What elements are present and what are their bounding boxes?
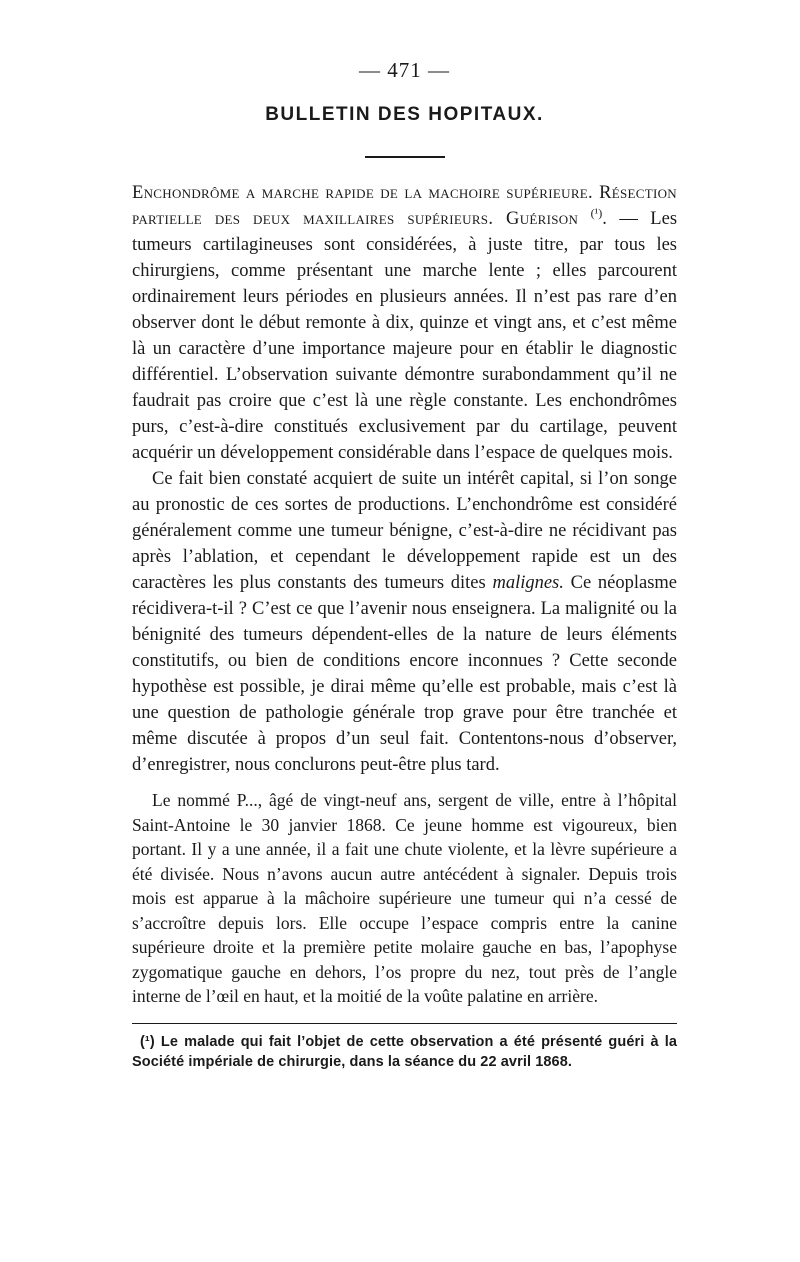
paragraph-2-text-end: Ce néoplasme récidivera-t-il ? C’est ce que l’avenir nous enseignera. La malignité ou la bénignité des tumeurs dépendent-elles de la nature de leurs éléments constitutifs, ou bien de conditions encore inconnues ? Cette seconde hypothèse est possible, je dirai même qu’elle est probable, mais c’est là une question de pathologie générale trop grave pour être tranchée et même discutée à propos d’un seul fait. Contentons-nous d’observer, d’enregistrer, nous conclurons peut-être plus tard. (132, 573, 678, 775)
title-rule (365, 156, 445, 158)
paragraph-1-text: — Les tumeurs cartilagineuses sont considérées, à juste titre, par tous les chirurgiens, comme présentant une marche lente ; elles parcourent ordinairement leurs périodes en plusieurs années. Il n’est pas rare d’en observer dont le début remonte à dix, quinze et vingt ans, et c’est même là un caractère d’une importance majeure pour en établir le diagnostic différentiel. L’observation suivante démontre surabondamment qu’il ne faudrait pas croire que c’est là une règle constante. Les enchondrômes purs, c’est-à-dire constitués exclusivement par du cartilage, peuvent acquérir un développement considérable dans l’espace de quelques mois. (132, 209, 678, 463)
footnote-marker: (¹) (140, 1033, 155, 1050)
footnote-text: Le malade qui fait l’objet de cette observation a été présenté guéri à la Société impériale de chirurgie, dans la séance du 22 avril 1868. (132, 1033, 677, 1070)
article-heading: Enchondrôme a marche rapide de la machoire supérieure. Résection partielle des deux maxillaires supérieurs. Guérison (132, 183, 677, 229)
article-body (132, 180, 677, 1009)
paragraph-2-italic: malignes. (492, 573, 564, 593)
book-page (132, 50, 677, 1072)
footnote-reference[interactable]: (¹) (590, 205, 603, 220)
article-paragraph-2 (132, 466, 677, 778)
article-paragraph-1 (132, 180, 677, 466)
article-paragraph-3: Le nommé P..., âgé de vingt-neuf ans, sergent de ville, entre à l’hôpital Saint-Antoine le 30 janvier 1868. Ce jeune homme est vigoureux, bien portant. Il y a une année, il a fait une chute violente, et la lèvre supérieure a été divisée. Nous n’avons aucun autre antécédent à signaler. Depuis trois mois est apparue à la mâchoire supérieure une tumeur qui n’a cessé de s’accroître depuis lors. Elle occupe l’espace compris entre la canine supérieure droite et la première petite molaire gauche en bas, l’apophyse zygomatique gauche en dehors, l’os propre du nez, tout près de l’angle interne de l’œil en haut, et la moitié de la voûte palatine en arrière. (132, 790, 677, 1006)
running-title: BULLETIN DES HOPITAUX. (265, 104, 544, 125)
page-number: — 471 — (359, 58, 450, 82)
footnote-rule (132, 1023, 677, 1024)
paragraph-2-text-start: Ce fait bien constaté acquiert de suite un intérêt capital, si l’on songe au pronostic de ces sortes de productions. L’enchondrôme est considéré généralement comme une tumeur bénigne, c’est-à-dire ne récidivant pas après l’ablation, et cependant le développement rapide est un des caractères les plus constants des tumeurs dites (132, 469, 677, 593)
footnote (132, 1032, 677, 1072)
article-heading-end: . (602, 209, 607, 229)
